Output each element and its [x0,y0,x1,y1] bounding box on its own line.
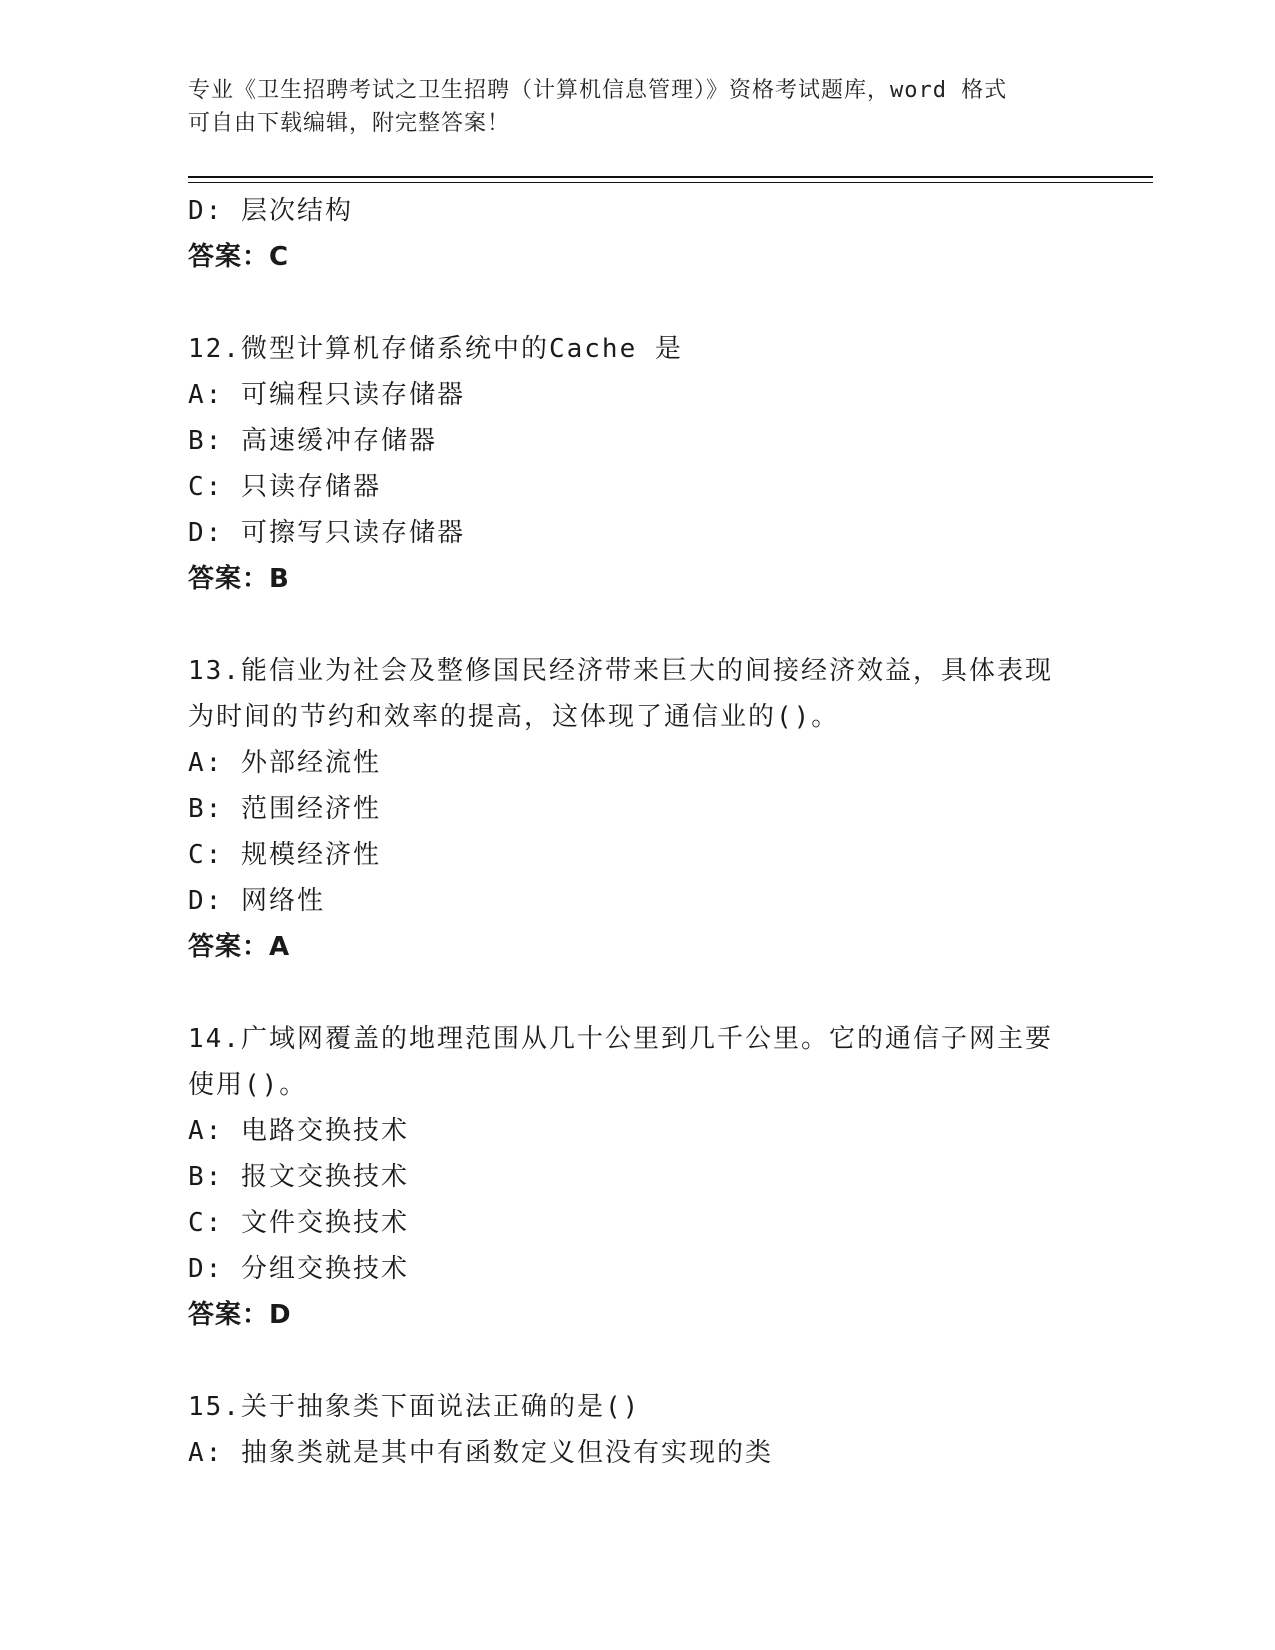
header-rule-thick [188,176,1153,178]
header-rule-thin [188,182,1153,183]
header-line-2: 可自由下载编辑，附完整答案！ [188,111,511,136]
option-d: D: 网络性 [188,886,325,916]
option-b: B: 高速缓冲存储器 [188,426,437,456]
option-a: A: 可编程只读存储器 [188,380,465,410]
question-stem-continued: 使用()。 [188,1070,308,1100]
option-b: B: 报文交换技术 [188,1162,409,1192]
option-a: A: 电路交换技术 [188,1116,409,1146]
question-stem: 14.广域网覆盖的地理范围从几十公里到几千公里。它的通信子网主要 [188,1024,1053,1054]
prev-option-d: D: 层次结构 [188,196,353,226]
question-stem-continued: 为时间的节约和效率的提高，这体现了通信业的()。 [188,702,840,732]
document-header [188,74,1088,140]
header-line-1: 专业《卫生招聘考试之卫生招聘（计算机信息管理）》资格考试题库，word 格式 [188,78,1008,103]
prev-answer: 答案：C [188,242,290,272]
answer: 答案：A [188,932,291,962]
question-12 [188,326,1088,602]
question-stem: 12.微型计算机存储系统中的Cache 是 [188,334,683,364]
answer: 答案：B [188,564,290,594]
answer: 答案：D [188,1300,292,1330]
option-c: C: 规模经济性 [188,840,381,870]
option-c: C: 文件交换技术 [188,1208,409,1238]
option-a: A: 抽象类就是其中有函数定义但没有实现的类 [188,1438,773,1468]
option-c: C: 只读存储器 [188,472,381,502]
question-body [188,188,1088,1476]
option-b: B: 范围经济性 [188,794,381,824]
question-13 [188,648,1088,970]
question-stem: 15.关于抽象类下面说法正确的是() [188,1392,641,1422]
question-15 [188,1384,1088,1476]
option-d: D: 可擦写只读存储器 [188,518,465,548]
question-14 [188,1016,1088,1338]
question-stem: 13.能信业为社会及整修国民经济带来巨大的间接经济效益，具体表现 [188,656,1053,686]
option-a: A: 外部经流性 [188,748,381,778]
option-d: D: 分组交换技术 [188,1254,409,1284]
